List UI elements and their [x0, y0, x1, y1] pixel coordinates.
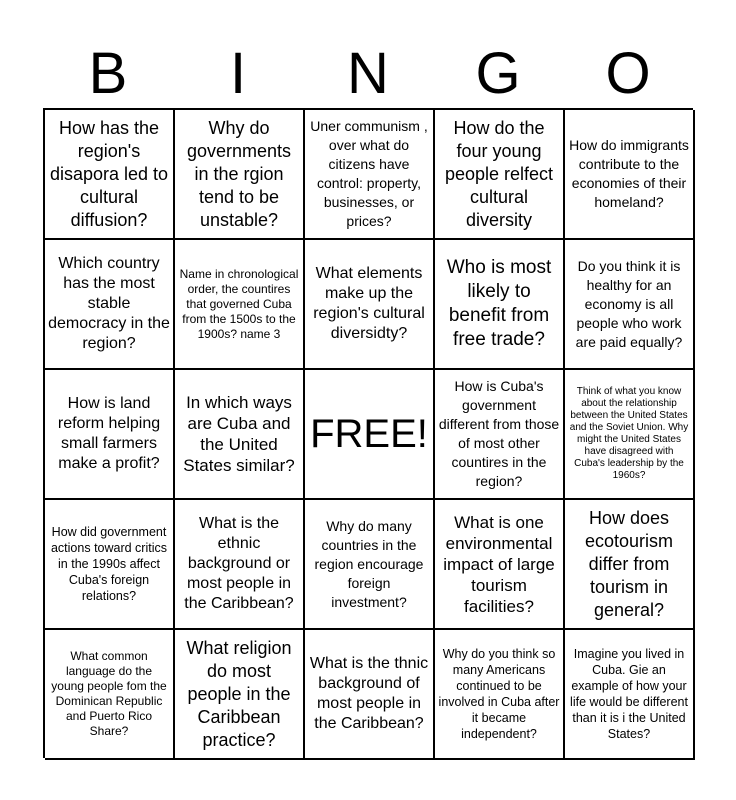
- bingo-cell-r4c4: What is one environmental impact of large tourism facilities?: [435, 500, 565, 630]
- bingo-cell-r1c3: Uner communism , over what do citizens have control: property, businesses, or prices?: [305, 110, 435, 240]
- free-space: FREE!: [305, 370, 435, 500]
- bingo-cell-r3c1: How is land reform helping small farmers make a profit?: [45, 370, 175, 500]
- bingo-cell-r1c4: How do the four young people relfect cultural diversity: [435, 110, 565, 240]
- header-letter-o: O: [605, 41, 651, 106]
- bingo-cell-r2c2: Name in chronological order, the countires that governed Cuba from the 1500s to the 1900s? name 3: [175, 240, 305, 370]
- bingo-grid: [43, 108, 693, 758]
- bingo-cell-r4c3: Why do many countries in the region encourage foreign investment?: [305, 500, 435, 630]
- bingo-cell-r2c4: Who is most likely to benefit from free trade?: [435, 240, 565, 370]
- bingo-cell-r1c1: How has the region's disapora led to cultural diffusion?: [45, 110, 175, 240]
- bingo-cell-r5c2: What religion do most people in the Caribbean practice?: [175, 630, 305, 760]
- header-letter-g: G: [475, 41, 521, 106]
- bingo-cell-r5c1: What common language do the young people fom the Dominican Republic and Puerto Rico Share?: [45, 630, 175, 760]
- bingo-cell-r2c5: Do you think it is healthy for an economy is all people who work are paid equally?: [565, 240, 695, 370]
- bingo-cell-r3c5: Think of what you know about the relationship between the United States and the Soviet Union. Why might the United States have disagreed with Cuba's leadership by the 1960s?: [565, 370, 695, 500]
- bingo-cell-r1c2: Why do governments in the rgion tend to be unstable?: [175, 110, 305, 240]
- bingo-cell-r4c1: How did government actions toward critics in the 1990s affect Cuba's foreign relations?: [45, 500, 175, 630]
- header-letter-n: N: [347, 41, 389, 106]
- bingo-header: [43, 40, 693, 108]
- bingo-cell-r3c2: In which ways are Cuba and the United States similar?: [175, 370, 305, 500]
- bingo-cell-r2c3: What elements make up the region's cultural diversidty?: [305, 240, 435, 370]
- header-letter-i: I: [229, 41, 247, 106]
- bingo-cell-r4c5: How does ecotourism differ from tourism in general?: [565, 500, 695, 630]
- bingo-cell-r4c2: What is the ethnic background or most people in the Caribbean?: [175, 500, 305, 630]
- header-letter-b: B: [88, 41, 128, 106]
- bingo-cell-r5c5: Imagine you lived in Cuba. Gie an example of how your life would be different than it is i the United States?: [565, 630, 695, 760]
- bingo-cell-r2c1: Which country has the most stable democracy in the region?: [45, 240, 175, 370]
- bingo-cell-r5c3: What is the thnic background of most people in the Caribbean?: [305, 630, 435, 760]
- bingo-cell-r5c4: Why do you think so many Americans continued to be involved in Cuba after it became independent?: [435, 630, 565, 760]
- bingo-cell-r3c4: How is Cuba's government different from those of most other countires in the region?: [435, 370, 565, 500]
- bingo-cell-r1c5: How do immigrants contribute to the economies of their homeland?: [565, 110, 695, 240]
